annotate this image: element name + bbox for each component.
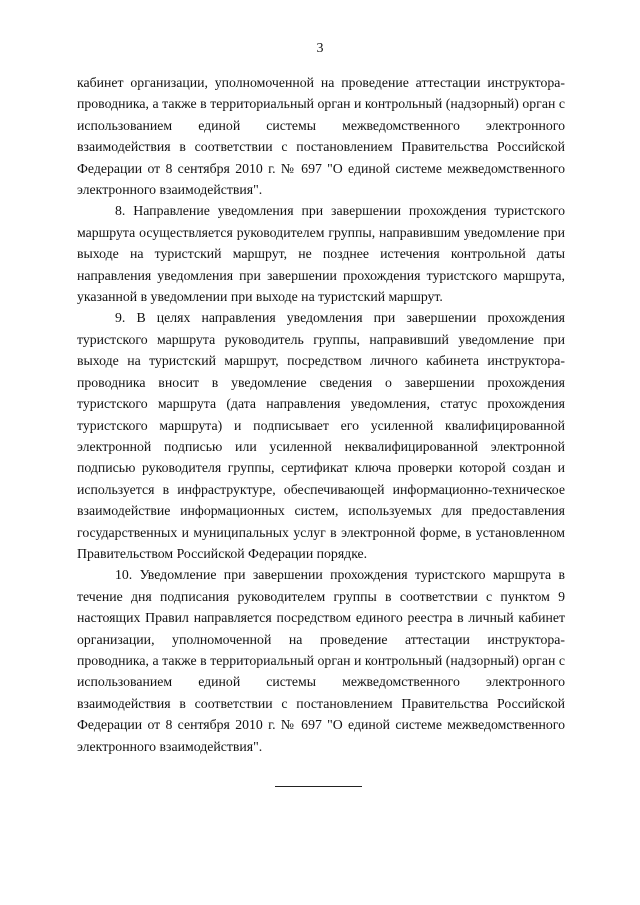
paragraph-item-8: 8. Направление уведомления при завершении прохождения туристского маршрута осуществляется руководителем группы, направившим уведомление при выходе на туристский маршрут, не позднее истечения контрольной даты направления уведомления при завершении прохождения туристского маршрута, указанной в уведомлении при выходе на туристский маршрут. bbox=[77, 203, 565, 305]
page-number: 3 bbox=[316, 41, 324, 56]
document-body bbox=[77, 72, 565, 757]
paragraph-continuation: кабинет организации, уполномоченной на проведение аттестации инструктора-проводника, а также в территориальный орган и контрольный (надзорный) орган с использованием единой системы межведомственного электронного взаимодействия в соответствии с постановлением Правительства Российской Федерации от 8 сентября 2010 г. № 697 "О единой системе межведомственного электронного взаимодействия". bbox=[77, 75, 565, 198]
paragraph-item-9: 9. В целях направления уведомления при завершении прохождения туристского маршрута руководитель группы, направивший уведомление при выходе на туристский маршрут, посредством личного кабинета инструктора-проводника вносит в уведомление сведения о завершении прохождения туристского маршрута (дата направления уведомления, статус прохождения туристского маршрута) и подписывает его усиленной квалифицированной электронной подписью или усиленной неквалифицированной электронной подписью руководителя группы, сертификат ключа проверки которой создан и используется в инфраструктуре, обеспечивающей информационно-техническое взаимодействие информационных систем, используемых для предоставления государственных и муниципальных услуг в электронной форме, в установленном Правительством Российской Федерации порядке. bbox=[77, 310, 565, 561]
end-divider-line bbox=[275, 786, 362, 787]
paragraph-item-10: 10. Уведомление при завершении прохождения туристского маршрута в течение дня подписания руководителем группы в соответствии с пунктом 9 настоящих Правил направляется посредством единого реестра в личный кабинет организации, уполномоченной на проведение аттестации инструктора-проводника, а также в территориальный орган и контрольный (надзорный) орган с использованием единой системы межведомственного электронного взаимодействия в соответствии с постановлением Правительства Российской Федерации от 8 сентября 2010 г. № 697 "О единой системе межведомственного электронного взаимодействия". bbox=[77, 567, 565, 754]
